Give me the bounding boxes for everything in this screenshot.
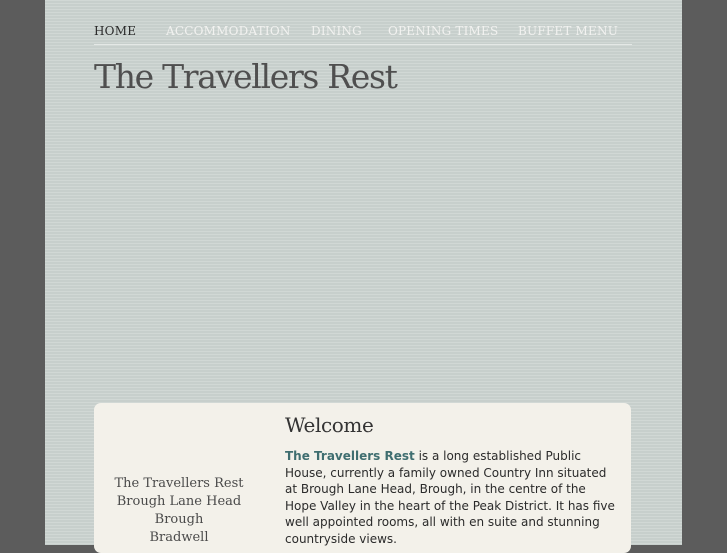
page-container [45,0,682,545]
brand-name-link[interactable]: The Travellers Rest [285,449,415,463]
address-line-town: Bradwell [149,530,209,545]
welcome-paragraph [285,448,615,547]
address-line-village: Brough [154,512,204,527]
welcome-body-text: is a long established Public House, currently a family owned Country Inn situated at Brough Lane Head, Brough, in the centre of the Hope Valley in the heart of the Peak District. It has five well appointed rooms, all with en suite and stunning countryside views. [285,449,615,546]
site-title: The Travellers Rest [94,57,397,96]
address-block [104,475,254,547]
content-panel [94,403,631,553]
address-line-name: The Travellers Rest [114,476,244,491]
welcome-heading: Welcome [285,413,374,437]
nav-opening-times-link[interactable]: OPENING TIMES [388,24,499,38]
nav-accommodation-link[interactable]: ACCOMMODATION [166,24,291,38]
nav-buffet-menu-link[interactable]: BUFFET MENU [518,24,619,38]
main-nav [94,22,632,45]
address-line-street: Brough Lane Head [116,494,242,509]
nav-home-link[interactable]: HOME [94,24,137,38]
nav-dining-link[interactable]: DINING [311,24,362,38]
